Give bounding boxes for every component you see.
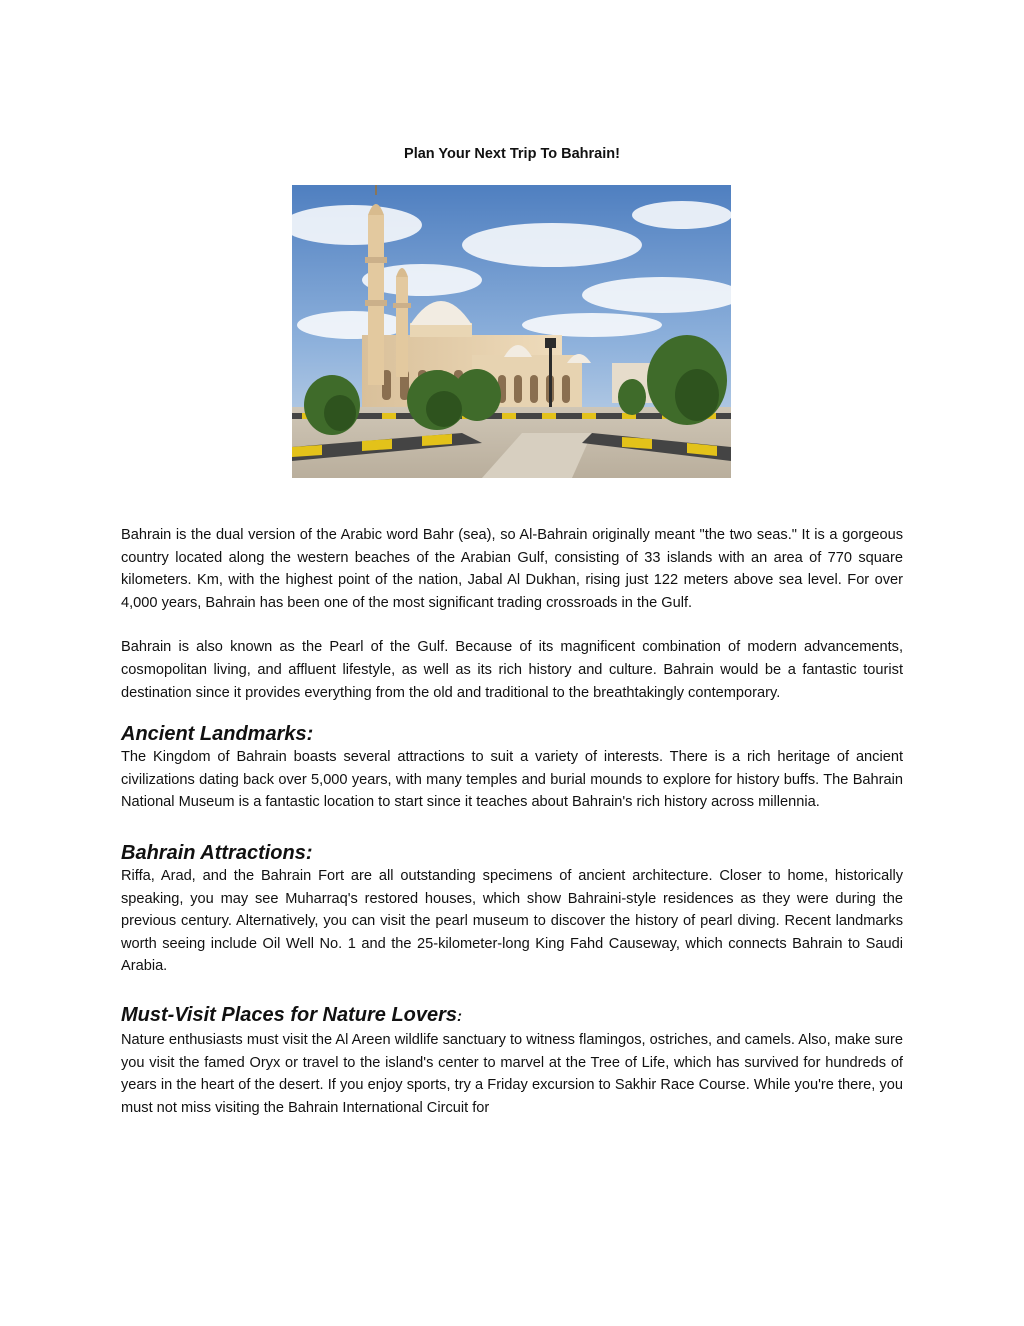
section-heading-nature-lovers — [121, 1003, 903, 1029]
section-body-ancient-landmarks: The Kingdom of Bahrain boasts several attractions to suit a variety of interests. There is a rich heritage of ancient civilizations dating back over 5,000 years, with many temples and burial mounds to explore for history buffs. The Bahrain National Museum is a fantastic location to start since it teaches about Bahrain's rich history across millennia. — [121, 749, 903, 811]
intro-paragraph-1: Bahrain is the dual version of the Arabic word Bahr (sea), so Al-Bahrain originally meant "the two seas." It is a gorgeous country located along the western beaches of the Arabian Gulf, consisting of 33 islands with an area of 770 square kilometers. Km, with the highest point of the nation, Jabal Al Dukhan, rising just 122 meters above sea level. For over 4,000 years, Bahrain has been one of the most significant trading crossroads in the Gulf. — [121, 527, 903, 611]
section-heading-nature-lovers-colon: : — [457, 1007, 463, 1025]
intro-paragraph-2: Bahrain is also known as the Pearl of the Gulf. Because of its magnificent combination of modern advancements, cosmopolitan living, and affluent lifestyle, as well as its rich history and culture. Bahrain would be a fantastic tourist destination since it provides everything from the old and traditional to the breathtakingly contemporary. — [121, 639, 903, 701]
mosque-photo — [292, 185, 731, 478]
section-heading-nature-lovers-text: Must-Visit Places for Nature Lovers — [121, 1003, 458, 1026]
mosque-illustration — [292, 185, 731, 478]
document-body — [121, 524, 903, 1119]
section-heading-ancient-landmarks: Ancient Landmarks: — [121, 723, 314, 746]
page-title: Plan Your Next Trip To Bahrain! — [404, 146, 620, 162]
section-body-bahrain-attractions: Riffa, Arad, and the Bahrain Fort are all outstanding specimens of ancient architecture. Closer to home, historically speaking, you may see Muharraq's restored houses, which show Bahraini-style residences as they were during the previous century. Alternatively, you can visit the pearl museum to discover the history of pearl diving. Recent landmarks worth seeing include Oil Well No. 1 and the 25-kilometer-long King Fahd Causeway, which connects Bahrain to Saudi Arabia. — [121, 867, 903, 975]
section-heading-bahrain-attractions: Bahrain Attractions: — [121, 841, 313, 864]
section-body-nature-lovers: Nature enthusiasts must visit the Al Areen wildlife sanctuary to witness flamingos, ostriches, and camels. Also, make sure you visit the famed Oryx or travel to the island's center to marvel at the Tree of Life, which has survived for hundreds of years in the heart of the desert. If you enjoy sports, try a Friday excursion to Sakhir Race Course. While you're there, you must not miss visiting the Bahrain International Circuit for — [121, 1031, 903, 1116]
